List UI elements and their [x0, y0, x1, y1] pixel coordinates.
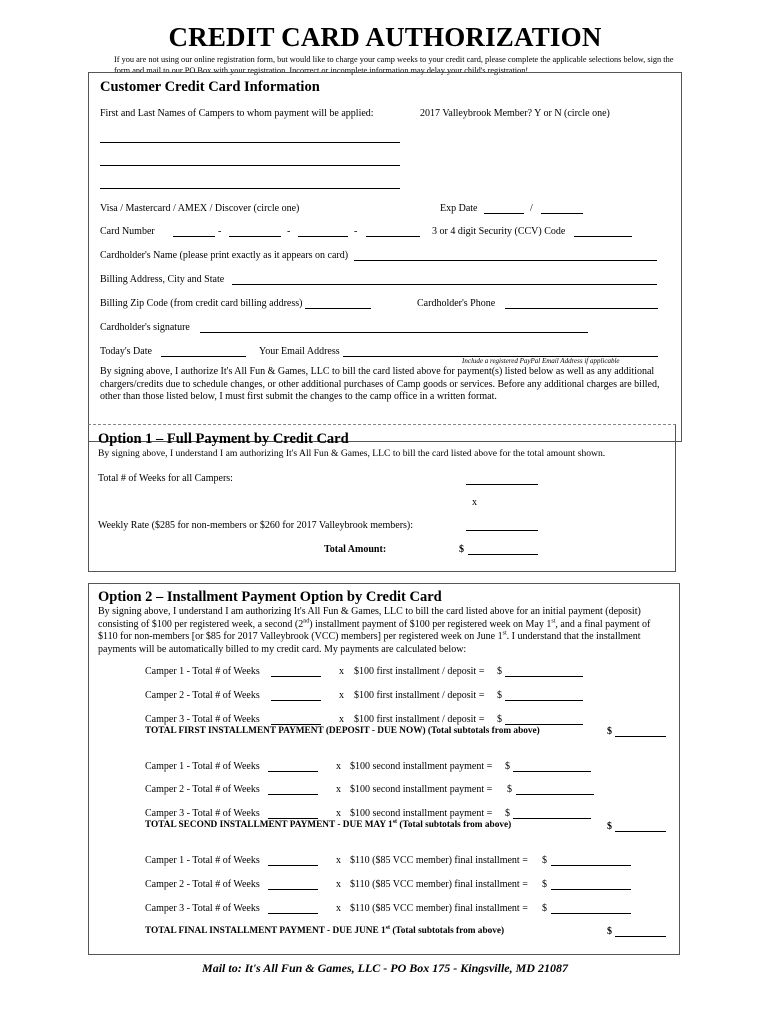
first-camper-2-label: Camper 2 - Total # of Weeks — [145, 690, 260, 701]
second-camper-3-weeks[interactable] — [268, 818, 318, 819]
final-camper-3-dollar: $ — [542, 903, 547, 914]
second-camper-3-dollar: $ — [505, 808, 510, 819]
option1-total-label: Total Amount: — [324, 544, 387, 555]
final-total-label: TOTAL FINAL INSTALLMENT PAYMENT - DUE JUNE 1st (Total subtotals from above) — [145, 924, 505, 936]
option1-weeks-field[interactable] — [466, 484, 538, 485]
option1-total-dollar: $ — [459, 544, 464, 555]
second-total-dollar: $ — [607, 821, 612, 832]
first-camper-3-weeks[interactable] — [271, 724, 321, 725]
page-title: CREDIT CARD AUTHORIZATION — [168, 22, 602, 52]
first-camper-2-times: x — [339, 690, 344, 701]
signature-field[interactable] — [200, 332, 588, 333]
final-camper-1-times: x — [336, 855, 341, 866]
first-camper-3-amount[interactable] — [505, 724, 583, 725]
first-camper-2-weeks[interactable] — [271, 700, 321, 701]
option1-rate-field[interactable] — [466, 530, 538, 531]
second-camper-2-amount[interactable] — [516, 794, 594, 795]
exp-year-field[interactable] — [541, 213, 583, 214]
first-camper-1-dollar: $ — [497, 666, 502, 677]
final-camper-2-dollar: $ — [542, 879, 547, 890]
second-total-amount[interactable] — [615, 831, 666, 832]
signature-label: Cardholder's signature — [100, 322, 190, 333]
exp-month-field[interactable] — [484, 213, 524, 214]
customer-heading: Customer Credit Card Information — [100, 79, 320, 95]
option1-total-field[interactable] — [468, 554, 538, 555]
email-label: Your Email Address — [259, 346, 340, 357]
billing-address-field[interactable] — [232, 284, 657, 285]
final-total-amount[interactable] — [615, 936, 666, 937]
cardholder-phone-field[interactable] — [505, 308, 658, 309]
email-note: Include a registered PayPal Email Address if applicable — [462, 357, 620, 365]
camper-name-line-1[interactable] — [100, 142, 400, 143]
first-camper-1-amount[interactable] — [505, 676, 583, 677]
first-camper-3-times: x — [339, 714, 344, 725]
exp-separator: / — [530, 203, 533, 214]
first-total-amount[interactable] — [615, 736, 666, 737]
final-camper-2-label: Camper 2 - Total # of Weeks — [145, 879, 260, 890]
second-camper-2-desc: $100 second installment payment = — [350, 784, 493, 795]
final-camper-1-weeks[interactable] — [268, 865, 318, 866]
second-camper-3-amount[interactable] — [513, 818, 591, 819]
card-number-label: Card Number — [100, 226, 155, 237]
option1-text: By signing above, I understand I am authorizing It's All Fun & Games, LLC to bill the card listed above for the total amount shown. — [98, 448, 606, 459]
card-dash-1: - — [218, 226, 222, 237]
final-total-dollar: $ — [607, 926, 612, 937]
cardholder-phone-label: Cardholder's Phone — [417, 298, 496, 309]
second-total-label: TOTAL SECOND INSTALLMENT PAYMENT - DUE MAY 1st (Total subtotals from above) — [145, 818, 512, 830]
authorization-text: By signing above, I authorize It's All Fun & Games, LLC to bill the card listed above for payment(s) listed below as well as any additional chargers/credits due to schedule changes, or other additional purchases of Camp goods or services. Before any additional charges are billed, other than those listed below, I must first submit the changes to the camp office in a written format. — [100, 366, 660, 402]
billing-address-label: Billing Address, City and State — [100, 274, 225, 285]
first-camper-2-desc: $100 first installment / deposit = — [354, 690, 485, 701]
card-dash-3: - — [354, 226, 358, 237]
billing-zip-label: Billing Zip Code (from credit card billing address) — [100, 298, 303, 309]
first-camper-3-label: Camper 3 - Total # of Weeks — [145, 714, 260, 725]
todays-date-field[interactable] — [161, 356, 246, 357]
member-label: 2017 Valleybrook Member? Y or N (circle one) — [420, 108, 610, 119]
final-camper-3-amount[interactable] — [551, 913, 631, 914]
second-camper-3-label: Camper 3 - Total # of Weeks — [145, 808, 260, 819]
second-camper-1-desc: $100 second installment payment = — [350, 761, 493, 772]
ccv-field[interactable] — [574, 236, 632, 237]
final-camper-1-dollar: $ — [542, 855, 547, 866]
mail-to-footer: Mail to: It's All Fun & Games, LLC - PO Box 175 - Kingsville, MD 21087 — [202, 961, 568, 975]
option1-rate-label: Weekly Rate ($285 for non-members or $260 for 2017 Valleybrook members): — [98, 520, 414, 531]
first-camper-2-amount[interactable] — [505, 700, 583, 701]
option2-heading: Option 2 – Installment Payment Option by Credit Card — [98, 589, 442, 605]
second-camper-2-label: Camper 2 - Total # of Weeks — [145, 784, 260, 795]
option2-text: By signing above, I understand I am authorizing It's All Fun & Games, LLC to bill the card listed above for an initial payment (deposit) consisting of $100 per registered week, a second (2nd) installment payment of $100 per registered week on May 1st, and a final payment of $110 for non-members [or $85 for 2017 Valleybrook (VCC) members] per registered week on June 1st. I understand that the installment payments will be automatically billed to my credit card. My payments are calculated below: — [98, 606, 651, 655]
final-camper-2-amount[interactable] — [551, 889, 631, 890]
first-camper-1-weeks[interactable] — [271, 676, 321, 677]
first-camper-1-times: x — [339, 666, 344, 677]
card-dash-2: - — [287, 226, 291, 237]
camper-name-line-3[interactable] — [100, 188, 400, 189]
cardholder-name-label: Cardholder's Name (please print exactly as it appears on card) — [100, 250, 349, 261]
option1-times: x — [472, 497, 477, 508]
ccv-label: 3 or 4 digit Security (CCV) Code — [432, 226, 566, 237]
first-camper-3-dollar: $ — [497, 714, 502, 725]
second-camper-1-amount[interactable] — [513, 771, 591, 772]
second-camper-2-dollar: $ — [507, 784, 512, 795]
card-number-part-3[interactable] — [298, 236, 348, 237]
second-camper-1-weeks[interactable] — [268, 771, 318, 772]
second-camper-2-times: x — [336, 784, 341, 795]
cardholder-name-field[interactable] — [354, 260, 657, 261]
final-camper-3-weeks[interactable] — [268, 913, 318, 914]
final-camper-3-label: Camper 3 - Total # of Weeks — [145, 903, 260, 914]
billing-zip-field[interactable] — [305, 308, 371, 309]
final-camper-2-desc: $110 ($85 VCC member) final installment = — [350, 879, 528, 890]
second-camper-1-label: Camper 1 - Total # of Weeks — [145, 761, 260, 772]
card-number-part-1[interactable] — [173, 236, 215, 237]
first-camper-1-desc: $100 first installment / deposit = — [354, 666, 485, 677]
first-camper-1-label: Camper 1 - Total # of Weeks — [145, 666, 260, 677]
card-types[interactable]: Visa / Mastercard / AMEX / Discover (circle one) — [100, 203, 300, 214]
todays-date-label: Today's Date — [100, 346, 152, 357]
first-total-dollar: $ — [607, 726, 612, 737]
final-camper-3-desc: $110 ($85 VCC member) final installment = — [350, 903, 528, 914]
second-camper-1-dollar: $ — [505, 761, 510, 772]
first-camper-2-dollar: $ — [497, 690, 502, 701]
final-camper-1-desc: $110 ($85 VCC member) final installment = — [350, 855, 528, 866]
card-number-part-2[interactable] — [229, 236, 281, 237]
camper-name-line-2[interactable] — [100, 165, 400, 166]
first-total-label: TOTAL FIRST INSTALLMENT PAYMENT (DEPOSIT - DUE NOW) (Total subtotals from above) — [145, 726, 540, 736]
campers-label: First and Last Names of Campers to whom payment will be applied: — [100, 108, 374, 119]
second-camper-2-weeks[interactable] — [268, 794, 318, 795]
final-camper-1-label: Camper 1 - Total # of Weeks — [145, 855, 260, 866]
final-camper-3-times: x — [336, 903, 341, 914]
card-number-part-4[interactable] — [366, 236, 420, 237]
option1-heading: Option 1 – Full Payment by Credit Card — [98, 431, 349, 447]
intro-text: If you are not using our online registration form, but would like to charge your camp weeks to your credit card, please complete the applicable selections below, sign the form and mail to our PO Box with your registration. Incorrect or incomplete information may delay your child's registration! — [114, 55, 674, 75]
final-camper-2-weeks[interactable] — [268, 889, 318, 890]
final-camper-2-times: x — [336, 879, 341, 890]
final-camper-1-amount[interactable] — [551, 865, 631, 866]
second-camper-1-times: x — [336, 761, 341, 772]
option1-weeks-label: Total # of Weeks for all Campers: — [98, 473, 233, 484]
second-camper-3-times: x — [336, 808, 341, 819]
second-camper-3-desc: $100 second installment payment = — [350, 808, 493, 819]
exp-date-label: Exp Date — [440, 203, 478, 214]
first-camper-3-desc: $100 first installment / deposit = — [354, 714, 485, 725]
